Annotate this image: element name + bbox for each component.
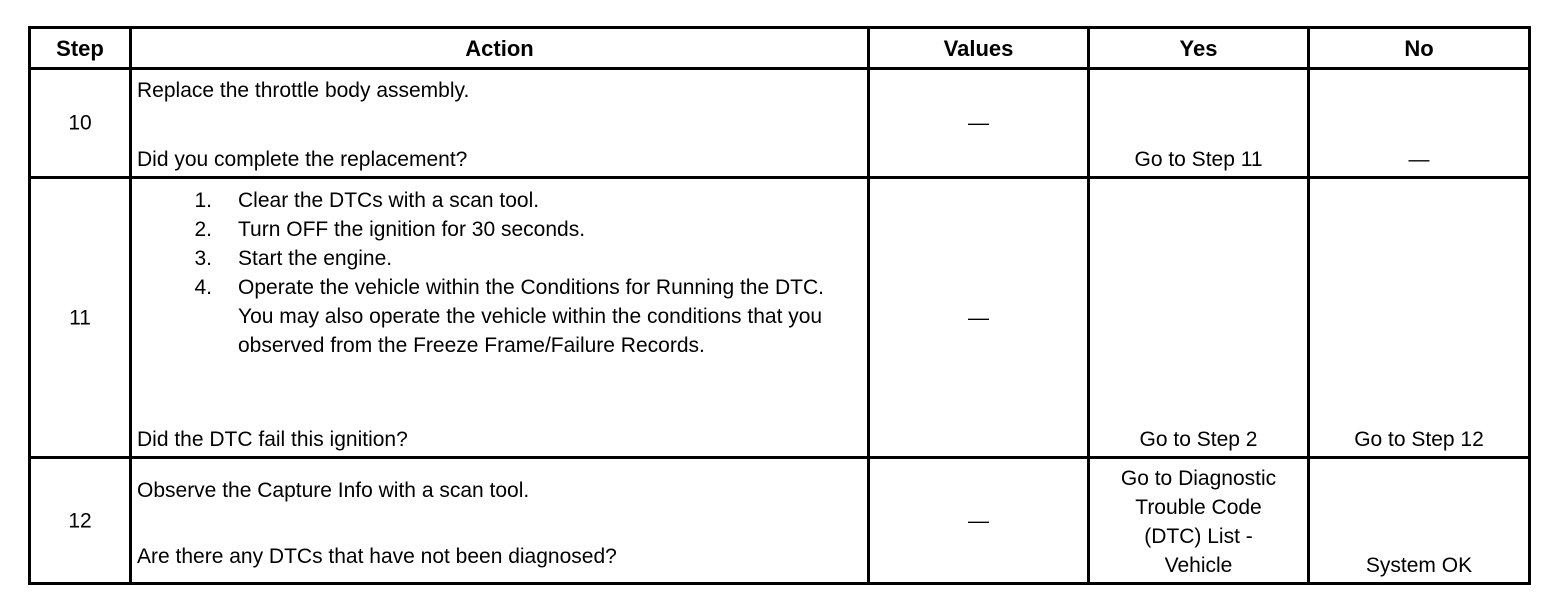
yes-cell <box>1089 178 1309 458</box>
values-cell <box>869 69 1089 178</box>
step-cell <box>30 458 131 584</box>
yes-link[interactable]: Go to Step 2 <box>1139 428 1258 451</box>
list-item <box>132 215 852 244</box>
action-instruction: Observe the Capture Info with a scan tool. <box>137 479 530 502</box>
no-cell <box>1309 458 1530 584</box>
header-step: Step <box>30 28 131 69</box>
action-question: Did you complete the replacement? <box>137 148 468 171</box>
list-item <box>132 186 852 215</box>
list-item-text: Operate the vehicle within the Conditions for Running the DTC. You may also operate the vehicle within the conditions that you observed from the Freeze Frame/Failure Records. <box>238 276 824 357</box>
action-question: Are there any DTCs that have not been diagnosed? <box>137 545 617 568</box>
table-row-step-11 <box>30 178 1530 458</box>
action-question: Did the DTC fail this ignition? <box>137 428 408 451</box>
action-cell <box>131 178 869 458</box>
header-action: Action <box>131 28 869 69</box>
action-cell <box>131 69 869 178</box>
list-item-text: Clear the DTCs with a scan tool. <box>238 189 540 212</box>
step-cell <box>30 178 131 458</box>
step-number: 12 <box>68 509 92 532</box>
yes-cell <box>1089 458 1309 584</box>
header-yes: Yes <box>1089 28 1309 69</box>
action-instruction: Replace the throttle body assembly. <box>137 79 470 102</box>
list-item <box>132 244 852 273</box>
yes-link[interactable]: Go to Step 11 <box>1134 148 1263 171</box>
values-text: — <box>968 111 989 135</box>
values-text: — <box>968 306 989 329</box>
no-cell <box>1309 178 1530 458</box>
header-values: Values <box>869 28 1089 69</box>
list-item-text: Start the engine. <box>238 247 393 270</box>
step-number: 10 <box>68 111 92 135</box>
yes-cell <box>1089 69 1309 178</box>
table-row-step-10 <box>30 69 1530 178</box>
list-item-number: 4. <box>194 276 212 299</box>
header-no: No <box>1309 28 1530 69</box>
values-cell <box>869 178 1089 458</box>
no-link[interactable]: Go to Step 12 <box>1354 428 1484 451</box>
values-cell <box>869 458 1089 584</box>
list-item-number: 1. <box>194 189 212 212</box>
values-text: — <box>968 509 989 532</box>
list-item-text: Turn OFF the ignition for 30 seconds. <box>238 218 586 241</box>
no-text: System OK <box>1365 554 1473 577</box>
action-steps-list <box>132 186 852 360</box>
list-item <box>132 273 852 360</box>
step-number: 11 <box>69 306 91 329</box>
list-item-number: 2. <box>194 218 212 241</box>
step-cell <box>30 69 131 178</box>
no-text: — <box>1408 148 1430 171</box>
table-row-step-12 <box>30 458 1530 584</box>
no-cell <box>1309 69 1530 178</box>
list-item-number: 3. <box>194 247 212 270</box>
header-row <box>30 28 1530 69</box>
action-cell <box>131 458 869 584</box>
yes-link[interactable]: Go to Diagnostic Trouble Code (DTC) List - Vehicle <box>1120 467 1277 577</box>
diagnostic-table <box>28 26 1531 585</box>
